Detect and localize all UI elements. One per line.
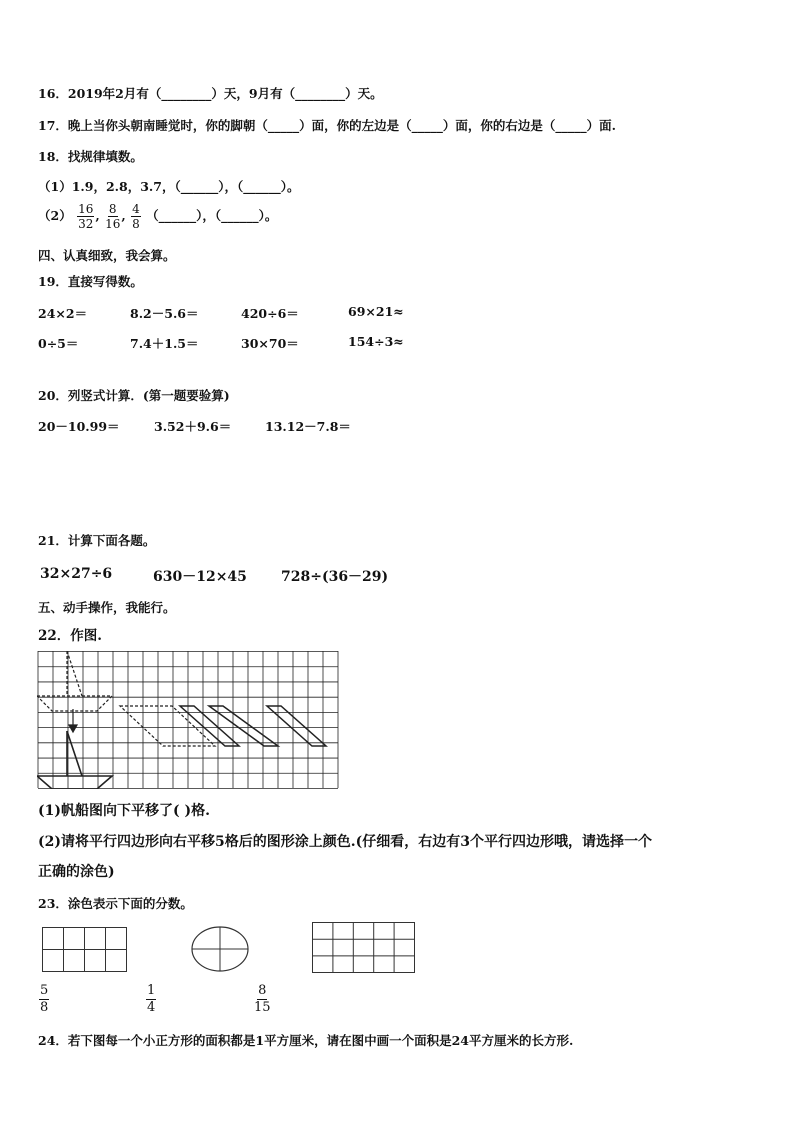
expression: 32×27÷6 (40, 566, 113, 582)
sailboat-solid (37, 731, 112, 789)
hull-dashed (37, 696, 112, 711)
question-18-part1: （1）1.9，2.8，3.7，（______），（______）。 (38, 179, 300, 194)
fraction-label: $\frac{8}{15}$ (254, 983, 271, 1015)
calc-item: 69×21≈ (348, 304, 404, 319)
question-21-title: 21．计算下面各题。 (38, 533, 156, 548)
question-22-part2-line1: (2)请将平行四边形向右平移5格后的图形涂上颜色.(仔细看，右边有3个平行四边形哦，请选择一个 (38, 834, 652, 850)
fraction: $\frac{8}{16}$ (105, 202, 121, 231)
question-22-part2-line2: 正确的涂色) (38, 864, 115, 880)
vertical-calc-item: 3.52＋9.6＝ (154, 419, 232, 434)
calc-item: 30×70＝ (241, 336, 299, 351)
hull-solid (37, 776, 112, 789)
vertical-calc-item: 20－10.99＝ (38, 419, 120, 434)
rectangle-15-parts (312, 922, 416, 974)
question-23-title: 23．涂色表示下面的分数。 (38, 896, 193, 911)
expression: 728÷(36－29) (281, 569, 389, 585)
question-18-title: 18．找规律填数。 (38, 149, 143, 164)
question-18-part2: （2） $\frac{16}{32}$ , $\frac{8}{16}$ , $\frac{4}{8}$ （______），（______）。 (38, 202, 278, 231)
section-4-heading: 四、认真细致，我会算。 (38, 248, 176, 263)
fraction: $\frac{4}{8}$ (132, 202, 140, 231)
calc-item: 8.2－5.6＝ (130, 306, 199, 321)
vertical-calc-item: 13.12－7.8＝ (265, 419, 351, 434)
calc-item: 0÷5＝ (38, 336, 79, 351)
question-22-part1: (1)帆船图向下平移了( )格. (38, 803, 210, 819)
question-20-title: 20．列竖式计算．(第一题要验算) (38, 388, 230, 403)
question-17: 17．晚上当你头朝南睡觉时，你的脚朝（_____）面，你的左边是（_____）面，你的右边是（_____）面. (38, 118, 616, 133)
ellipse-4-parts (190, 924, 250, 974)
fraction-label: $\frac{5}{8}$ (40, 983, 49, 1015)
question-19-title: 19．直接写得数。 (38, 274, 143, 289)
sail-dashed (67, 651, 82, 696)
calc-item: 420÷6＝ (241, 306, 299, 321)
translation-grid (37, 651, 340, 789)
question-16: 16．2019年2月有（________）天，9月有（________）天。 (38, 86, 383, 101)
calc-item: 24×2＝ (38, 306, 88, 321)
question-22-title: 22．作图. (38, 628, 102, 644)
fraction-label: $\frac{1}{4}$ (147, 983, 156, 1015)
calc-item: 154÷3≈ (348, 334, 404, 349)
part2-label: （2） (38, 208, 72, 223)
expression: 630－12×45 (153, 569, 247, 585)
rectangle-8-parts (42, 927, 128, 973)
part2-blanks: （______），（______）。 (146, 208, 278, 223)
fraction: $\frac{16}{32}$ (78, 202, 94, 231)
question-24: 24．若下图每一个小正方形的面积都是1平方厘米，请在图中画一个面积是24平方厘米的长方形. (38, 1033, 574, 1048)
sailboat-dashed (37, 651, 112, 711)
calc-item: 7.4＋1.5＝ (130, 336, 199, 351)
section-5-heading: 五、动手操作，我能行。 (38, 600, 176, 615)
